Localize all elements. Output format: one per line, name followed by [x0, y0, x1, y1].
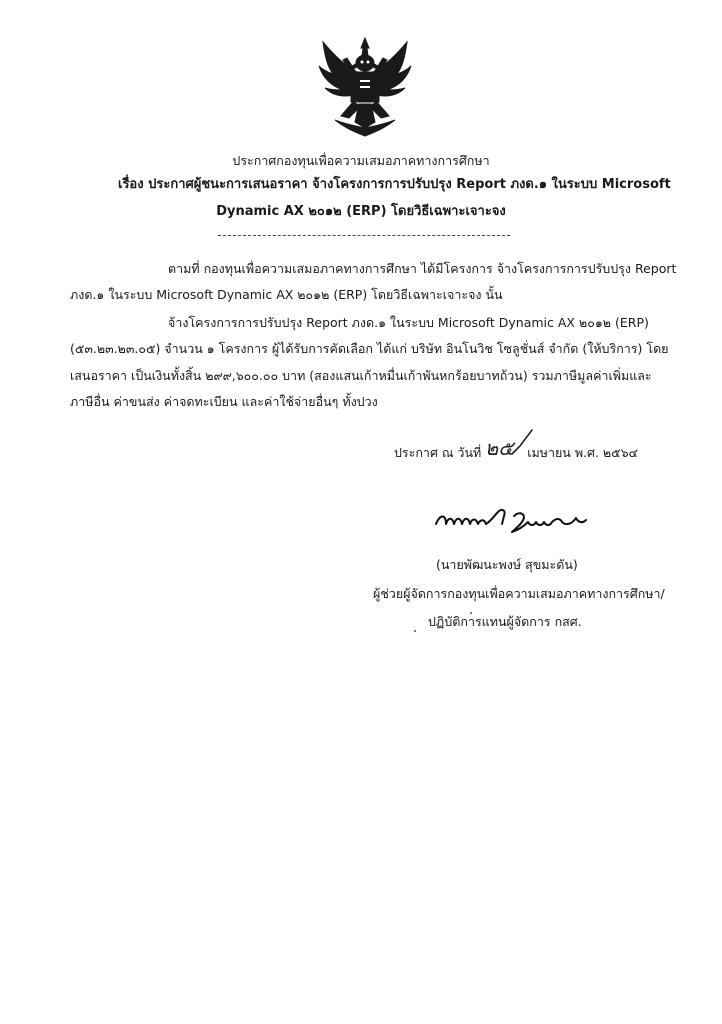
subject-line-continued: Dynamic AX ๒๐๑๒ (ERP) โดยวิธีเฉพาะเจาะจง	[216, 204, 506, 219]
body-paragraph-2-line-3: เสนอราคา เป็นเงินทั้งสิ้น ๒๙๙,๖๐๐.๐๐ บาท (สองแสนเก้าหมื่นเก้าพันหกร้อยบาทถ้วน) รวมภาษีมูลค่าเพิ่มและ	[70, 368, 652, 383]
separator-line	[218, 235, 510, 236]
body-paragraph-2-line-1: จ้างโครงการการปรับปรุง Report ภงด.๑ ในระบบ Microsoft Dynamic AX ๒๐๑๒ (ERP)	[168, 315, 649, 330]
body-paragraph-1-line-1: ตามที่ กองทุนเพื่อความเสมอภาคทางการศึกษา ได้มีโครงการ จ้างโครงการการปรับปรุง Report	[168, 261, 677, 276]
body-paragraph-2-line-4: ภาษีอื่น ค่าขนส่ง ค่าจดทะเบียน และค่าใช้จ่ายอื่นๆ ทั้งปวง	[70, 394, 378, 409]
scan-speck	[414, 630, 416, 632]
handwritten-day: ๒๕	[485, 436, 514, 460]
date-prefix: ประกาศ ณ วันที่	[394, 445, 482, 460]
subject-line: เรื่อง ประกาศผู้ชนะการเสนอราคา จ้างโครงการการปรับปรุง Report ภงด.๑ ในระบบ Microsoft	[118, 177, 671, 192]
date-suffix: เมษายน พ.ศ. ๒๕๖๔	[527, 445, 639, 460]
garuda-emblem-icon	[315, 36, 415, 140]
handwritten-signature	[432, 502, 592, 536]
body-paragraph-2-line-2: (๕๓.๒๓.๒๓.๐๕) จำนวน ๑ โครงการ ผู้ได้รับการคัดเลือก ได้แก่ บริษัท อินโนวิช โซลูชั่นส์ จำกัด (ให้บริการ) โดย	[70, 341, 669, 356]
signatory-position: ผู้ช่วยผู้จัดการกองทุนเพื่อความเสมอภาคทางการศึกษา/	[373, 586, 665, 601]
signatory-name: (นายพัฒนะพงษ์ สุขมะดัน)	[436, 557, 578, 572]
signatory-position-line-2: ปฏิบัติการแทนผู้จัดการ กสศ.	[428, 614, 582, 629]
body-paragraph-1-line-2: ภงด.๑ ในระบบ Microsoft Dynamic AX ๒๐๑๒ (ERP) โดยวิธีเฉพาะเจาะจง นั้น	[70, 287, 503, 302]
agency-title: ประกาศกองทุนเพื่อความเสมอภาคทางการศึกษา	[232, 153, 490, 168]
scan-speck	[470, 612, 472, 614]
day-checkmark-stroke	[510, 428, 534, 458]
